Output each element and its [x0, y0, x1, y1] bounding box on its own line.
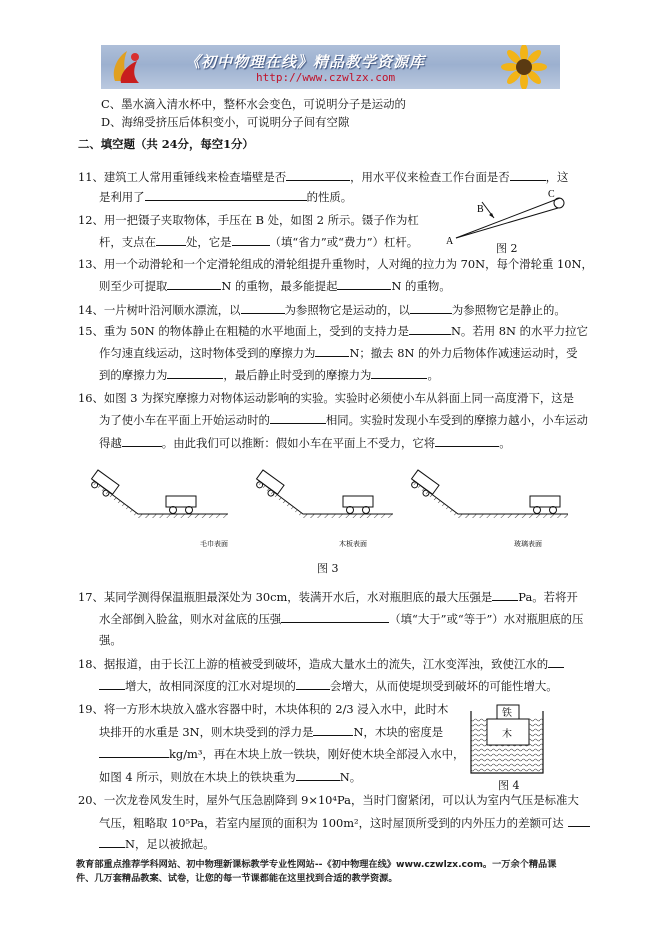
text: 14、一片树叶沿河顺水漂流，以: [78, 303, 241, 317]
text: 是利用了: [99, 190, 145, 204]
text: 到的摩擦力为: [99, 368, 168, 382]
text: 相同。实验时发现小车受到的摩擦力越小，小车运动: [325, 413, 588, 427]
label-wood-surface: 木板表面: [339, 540, 367, 548]
blank: [99, 835, 125, 848]
text: 块排开的水重是 3N，则木块受到的浮力是: [99, 725, 314, 739]
site-logo-icon: [107, 47, 147, 87]
question-12-line2: [99, 233, 418, 250]
text: ，用水平仪来检查工作台面是否: [350, 170, 510, 184]
figure-2-tweezers: [442, 188, 572, 248]
ramp-towel: [88, 470, 228, 548]
text: N。若用 8N 的水平力拉它: [450, 324, 588, 338]
site-banner: [101, 45, 560, 89]
blank: [510, 168, 546, 181]
label-c: C: [548, 189, 555, 200]
text: 。由此我们可以推断：假如小车在平面上不受力，它将: [161, 436, 436, 450]
text: 如图 4 所示，则放在木块上的铁块重为: [99, 770, 296, 784]
section-title: 二、填空题（共 24分，每空1分）: [78, 137, 254, 151]
question-16-line3: [99, 434, 511, 451]
text: 。: [427, 368, 439, 382]
question-11-line2: [99, 188, 352, 205]
text: 11、建筑工人常用重锤线来检查墙壁是否: [78, 170, 287, 184]
text: ，这: [545, 170, 569, 184]
question-12-line1: 12、用一把镊子夹取物体，手压在 B 处，如图 2 所示。镊子作为杠: [78, 213, 419, 227]
blank: [371, 366, 427, 379]
blank: [315, 344, 349, 357]
blank: [281, 610, 389, 623]
figure-3-ramps: [88, 462, 578, 552]
text: 18、据报道，由于长江上游的植被受到破坏，造成大量水土的流失，江水变浑浊，致使江水的: [78, 657, 549, 671]
sunflower-icon: [486, 45, 556, 89]
figure-3-caption: 图 3: [317, 562, 339, 575]
figure-4-caption: 图 4: [498, 779, 520, 792]
blank: [270, 411, 326, 424]
text: N 的重物，最多能提起: [221, 279, 338, 293]
banner-url[interactable]: http://www.czwlzx.com: [256, 71, 396, 84]
text: N。: [339, 770, 362, 784]
question-20-line2: [99, 814, 590, 831]
text: N，足以被掀起。: [125, 837, 215, 851]
label-wood: 木: [502, 729, 512, 740]
question-15-line3: [99, 366, 439, 383]
blank: [296, 768, 340, 781]
text: 为了使小车在平面上开始运动时的: [99, 413, 270, 427]
text: 为参照物它是运动的，以: [284, 303, 410, 317]
text: kg/m³，再在木块上放一铁块，刚好使木块全部浸入水中，: [169, 747, 465, 761]
text: 为参照物它是静止的。: [451, 303, 566, 317]
blank: [122, 434, 162, 447]
figure-2-caption: 图 2: [496, 242, 518, 255]
text: Pa。若将开: [518, 590, 578, 604]
question-11-line1: [78, 168, 568, 185]
label-a: A: [446, 236, 454, 247]
text: 会增大，从而使堤坝受到破坏的可能性增大。: [329, 679, 558, 693]
text: 得越: [99, 436, 122, 450]
text: N 的重物。: [391, 279, 451, 293]
option-d: D、海绵受挤压后体积变小，可说明分子间有空隙: [101, 115, 350, 129]
question-19-line4: [99, 768, 361, 785]
question-19-line1: 19、将一方形木块放入盛水容器中时，木块体积的 2/3 浸入水中，此时木: [78, 702, 449, 716]
label-b: B: [477, 204, 484, 215]
question-17-line3: 强。: [99, 633, 122, 647]
blank: [409, 322, 451, 335]
figure-4-container: [468, 697, 548, 777]
question-13-line1: 13、用一个动滑轮和一个定滑轮组成的滑轮组提升重物时，人对绳的拉力为 70N，每个滑轮重 10N，: [78, 257, 593, 271]
blank: [167, 366, 223, 379]
blank: [548, 655, 564, 668]
text: 处，它是: [185, 235, 232, 249]
blank: [156, 233, 186, 246]
text: （填“省力”或“费力”）杠杆。: [269, 235, 419, 249]
option-c: C、墨水滴入清水杯中，整杯水会变色，可说明分子是运动的: [101, 97, 406, 111]
question-16-line1: 16、如图 3 为探究摩擦力对物体运动影响的实验。实验时必须使小车从斜面上同一高度滑下，这是: [78, 391, 575, 405]
text: 气压，粗略取 10⁵Pa，若室内屋顶的面积为 100m²，这时屋顶所受到的内外压力的差额可达: [99, 816, 564, 830]
text: 15、重为 50N 的物体静止在粗糙的水平地面上，受到的支持力是: [78, 324, 409, 338]
question-14-line1: [78, 301, 566, 318]
text: ，最后静止时受到的摩擦力为: [223, 368, 372, 382]
text: N，木块的密度是: [353, 725, 444, 739]
text: 增大，故相同深度的江水对堤坝的: [125, 679, 296, 693]
label-towel-surface: 毛巾表面: [200, 540, 228, 548]
question-19-line2: [99, 723, 443, 740]
blank: [410, 301, 452, 314]
footer-line2: 件、几万套精品教案、试卷，让您的每一节课都能在这里找到合适的教学资源。: [76, 873, 398, 884]
banner-title: 《初中物理在线》精品教学资源库: [185, 53, 426, 71]
blank: [99, 745, 169, 758]
label-glass-surface: 玻璃表面: [514, 540, 542, 548]
footer-line1: 教育部重点推荐学科网站、初中物理新课标教学专业性网站--《初中物理在线》www.czwlzx.com。一万余个精品课: [76, 859, 557, 870]
text: N；撤去 8N 的外力后物体作减速运动时，受: [349, 346, 578, 360]
question-19-line3: [99, 745, 464, 762]
question-16-line2: [99, 411, 588, 428]
text: 则至少可提取: [99, 279, 168, 293]
question-17-line1: [78, 588, 578, 605]
text: 杆，支点在: [99, 235, 156, 249]
blank: [99, 677, 125, 690]
blank: [145, 188, 307, 201]
blank: [492, 588, 518, 601]
ramp-glass: [408, 470, 568, 548]
question-15-line1: [78, 322, 588, 339]
footer: [76, 858, 596, 886]
blank: [167, 277, 221, 290]
question-17-line2: [99, 610, 583, 627]
question-20-line1: 20、一次龙卷风发生时，屋外气压急剧降到 9×10⁴Pa，当时门窗紧闭，可以认为室内气压是标准大: [78, 793, 579, 807]
label-iron: 铁: [502, 708, 512, 719]
question-20-line3: [99, 835, 215, 852]
blank: [337, 277, 391, 290]
text: 作匀速直线运动，这时物体受到的摩擦力为: [99, 346, 316, 360]
text: 水全部倒入脸盆，则水对盆底的压强: [99, 612, 282, 626]
blank: [296, 677, 330, 690]
question-18-line1: [78, 655, 564, 672]
text: （填“大于”或“等于”）水对瓶胆底的压: [389, 612, 584, 626]
question-13-line2: [99, 277, 451, 294]
text: 的性质。: [306, 190, 353, 204]
blank: [568, 814, 590, 827]
question-18-line2: [99, 677, 558, 694]
text: 。: [499, 436, 511, 450]
blank: [313, 723, 353, 736]
text: 17、某同学测得保温瓶胆最深处为 30cm，装满开水后，水对瓶胆底的最大压强是: [78, 590, 493, 604]
blank: [435, 434, 499, 447]
blank: [241, 301, 285, 314]
ramp-wood: [253, 470, 393, 548]
blank: [232, 233, 270, 246]
question-15-line2: [99, 344, 578, 361]
blank: [286, 168, 350, 181]
